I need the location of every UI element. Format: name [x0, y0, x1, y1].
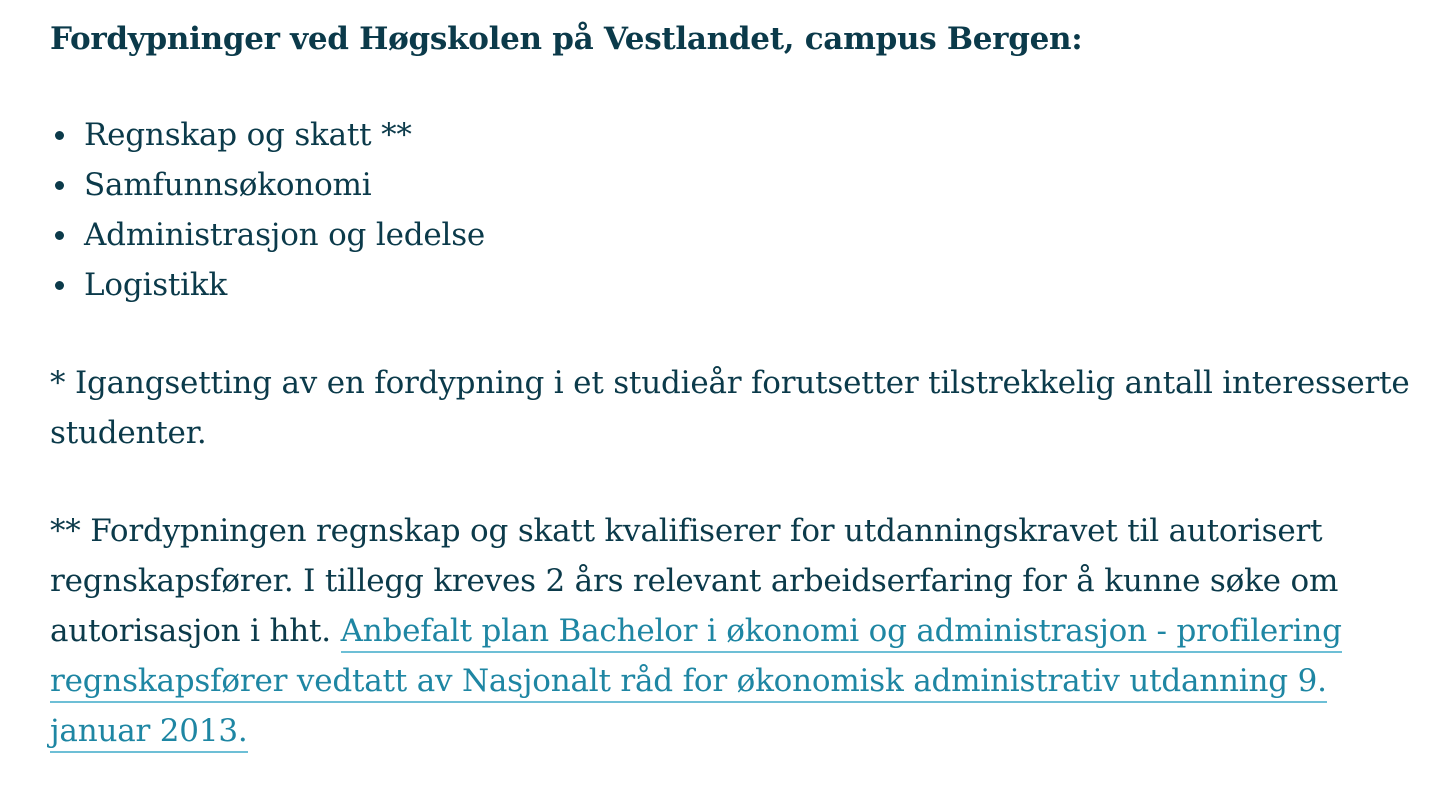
- fordypning-list: [50, 110, 1430, 310]
- anbefalt-plan-link[interactable]: Anbefalt plan Bachelor i økonomi og administrasjon - profilering regnskapsfører vedtatt av Nasjonalt råd for økonomisk administrativ utdanning 9. januar 2013.: [50, 613, 1342, 753]
- bullet-icon: [55, 281, 64, 290]
- footnote-single-asterisk: * Igangsetting av en fordypning i et studieår forutsetter tilstrekkelig antall interesserte studenter.: [50, 365, 1410, 451]
- bullet-icon: [55, 231, 64, 240]
- list-item: [50, 110, 1430, 160]
- list-item-label: Administrasjon og ledelse: [84, 217, 486, 253]
- list-item-label: Samfunnsøkonomi: [84, 167, 372, 203]
- article-content: [50, 14, 1430, 756]
- footnote-double-asterisk: [50, 506, 1430, 756]
- section-heading: Fordypninger ved Høgskolen på Vestlandet, campus Bergen:: [50, 21, 1083, 57]
- list-item: [50, 210, 1430, 260]
- list-item: [50, 260, 1430, 310]
- footnote-text: ** Fordypningen regnskap og skatt kvalifiserer for utdanningskravet til autorisert regnskapsfører. I tillegg kreves 2 års relevant arbeidserfaring for å kunne søke om autorisasjon i hht.: [50, 513, 1339, 649]
- list-item-label: Regnskap og skatt **: [84, 117, 412, 153]
- list-item: [50, 160, 1430, 210]
- list-item-label: Logistikk: [84, 267, 228, 303]
- bullet-icon: [55, 131, 64, 140]
- bullet-icon: [55, 181, 64, 190]
